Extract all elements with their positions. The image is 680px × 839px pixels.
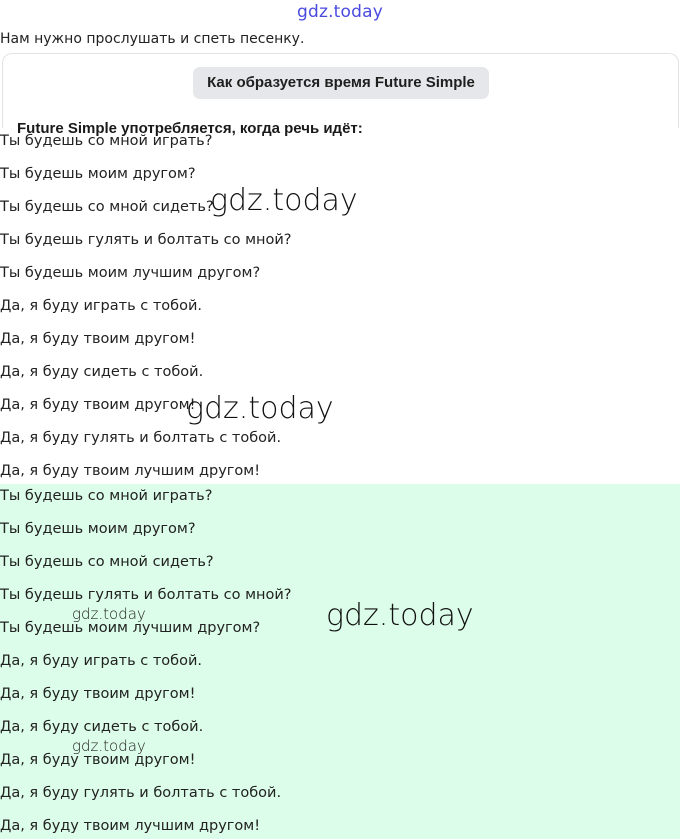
watermark-overlay: gdz.today	[210, 183, 358, 218]
song-line: Ты будешь моим другом?	[0, 166, 196, 182]
site-watermark: gdz.today	[296, 2, 384, 22]
song-line: Да, я буду твоим лучшим другом!	[0, 463, 261, 479]
song-line: Ты будешь гулять и болтать со мной?	[0, 232, 292, 248]
song-line: Ты будешь со мной играть?	[0, 488, 213, 504]
card-cut-text: Future Simple употребляется, когда речь идёт:	[17, 120, 363, 137]
song-line: Да, я буду твоим другом!	[0, 752, 196, 768]
song-line: Ты будешь моим другом?	[0, 521, 196, 537]
song-line: Да, я буду играть с тобой.	[0, 653, 202, 669]
watermark-overlay: gdz.today	[72, 737, 146, 755]
song-line: Ты будешь моим лучшим другом?	[0, 620, 261, 636]
song-line: Да, я буду сидеть с тобой.	[0, 364, 204, 380]
watermark-overlay: gdz.today	[186, 391, 334, 426]
song-line: Да, я буду твоим лучшим другом!	[0, 818, 261, 834]
intro-text: Нам нужно прослушать и спеть песенку.	[0, 31, 305, 47]
song-line: Ты будешь со мной сидеть?	[0, 199, 214, 215]
watermark-overlay: gdz.today	[326, 598, 474, 633]
song-line: Ты будешь со мной сидеть?	[0, 554, 214, 570]
song-line: Ты будешь гулять и болтать со мной?	[0, 587, 292, 603]
song-line: Да, я буду твоим другом!	[0, 686, 196, 702]
song-line: Да, я буду сидеть с тобой.	[0, 719, 204, 735]
song-line: Ты будешь моим лучшим другом?	[0, 265, 261, 281]
song-line: Да, я буду твоим другом!	[0, 397, 196, 413]
tab-future-simple[interactable]: Как образуется время Future Simple	[193, 67, 489, 99]
song-line: Да, я буду гулять и болтать с тобой.	[0, 430, 282, 446]
song-line: Ты будешь со мной играть?	[0, 133, 213, 149]
song-line: Да, я буду твоим другом!	[0, 331, 196, 347]
info-card	[2, 53, 679, 137]
song-line: Да, я буду гулять и болтать с тобой.	[0, 785, 282, 801]
song-line: Да, я буду играть с тобой.	[0, 298, 202, 314]
watermark-overlay: gdz.today	[72, 605, 146, 623]
